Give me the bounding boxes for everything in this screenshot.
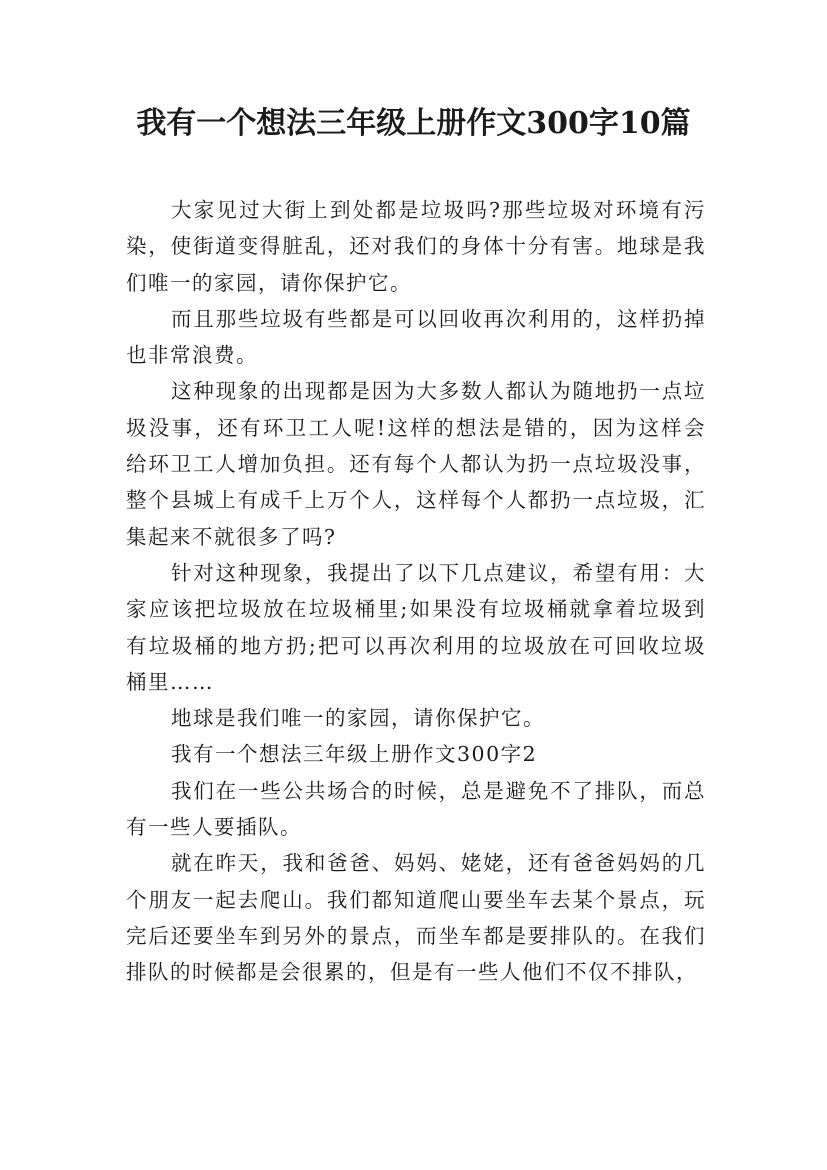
section-heading: 我有一个想法三年级上册作文300字2: [171, 742, 538, 767]
paragraph: 地球是我们唯一的家园，请你保护它。: [171, 706, 545, 731]
paragraph: 大家见过大街上到处都是垃圾吗?那些垃圾对环境有污染，使街道变得脏乱，还对我们的身体十分有害。地球是我们唯一的家园，请你保护它。: [126, 198, 706, 295]
paragraph: 就在昨天，我和爸爸、妈妈、姥姥，还有爸爸妈妈的几个朋友一起去爬山。我们都知道爬山要坐车去某个景点，玩完后还要坐车到另外的景点，而坐车都是要排队的。在我们排队的时候都是会很累的，但是有一些人他们不仅不排队，: [126, 851, 706, 985]
paragraph: 我们在一些公共场合的时候，总是避免不了排队，而总有一些人要插队。: [126, 778, 706, 840]
paragraph: 针对这种现象，我提出了以下几点建议，希望有用：大家应该把垃圾放在垃圾桶里;如果没有垃圾桶就拿着垃圾到有垃圾桶的地方扔;把可以再次利用的垃圾放在可回收垃圾桶里……: [126, 560, 706, 694]
paragraph: 而且那些垃圾有些都是可以回收再次利用的，这样扔掉也非常浪费。: [126, 306, 706, 368]
document-body: [126, 192, 706, 991]
document-title: 我有一个想法三年级上册作文300字10篇: [136, 106, 691, 141]
paragraph: 这种现象的出现都是因为大多数人都认为随地扔一点垃圾没事，还有环卫工人呢!这样的想法是错的，因为这样会给环卫工人增加负担。还有每个人都认为扔一点垃圾没事，整个县城上有成千上万个人，这样每个人都扔一点垃圾，汇集起来不就很多了吗?: [126, 379, 706, 549]
